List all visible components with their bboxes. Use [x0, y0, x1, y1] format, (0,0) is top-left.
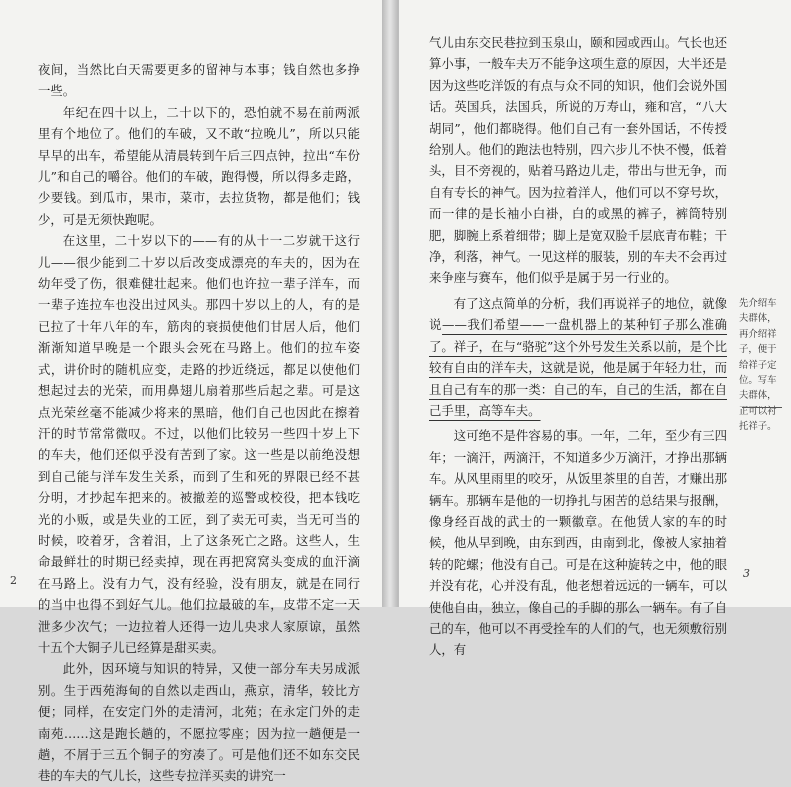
margin-annotation: 先介绍车夫群体，再介绍祥子，便于给祥子定位。写车夫群体，正可以衬托祥子。	[739, 298, 777, 433]
paragraph: 夜间，当然比白天需要更多的留神与本事；钱自然也多挣一些。	[38, 62, 360, 99]
page-number: 3	[743, 567, 750, 580]
left-page-body	[38, 59, 360, 787]
annotated-paragraph	[429, 293, 727, 421]
underlined-passage: ——我们希望——一盘机器上的某种钉子那么准确了。祥子，在与“骆驼”这个外号发生关系以前，是个比较有自由的洋车夫，这就是说，他是属于年轻力壮，而且自己有车的那一类：自己的车，自己的生活，都在自己手里，高等车夫。	[429, 317, 728, 418]
left-page	[0, 0, 383, 784]
right-page-body	[429, 32, 727, 661]
book-gutter	[382, 0, 398, 607]
right-page	[398, 0, 791, 658]
page-number: 2	[10, 574, 17, 587]
paragraph: 年纪在四十以上，二十以下的，恐怕就不易在前两派里有个地位了。他们的车破，又不敢“拉晚儿”，所以只能早早的出车，希望能从清晨转到午后三四点钟，拉出“车份儿”和自己的嚼谷。他们的车破，跑得慢，所以得多走路，少要钱。到瓜市，果市，菜市，去拉货物，都是他们；钱少，可是无须快跑呢。	[38, 104, 360, 227]
paragraph-lead: 有了这点简单的分析，我们再说祥子的地位，就像说	[429, 295, 727, 333]
paragraph: 气儿由东交民巷拉到玉泉山，颐和园或西山。气长也还算小事，一般车夫万不能争这项生意的原因，大半还是因为这些吃洋饭的有点与众不同的知识，他们会说外国话。英国兵，法国兵，所说的万寿山，雍和宫，“八大胡同”，他们都晓得。他们自己有一套外国话，不传授给别人。他们的跑法也特别，四六步儿不快不慢，低着头，目不旁视的，贴着马路边儿走，带出与世无争，而自有专长的神气。因为拉着洋人，他们可以不穿号坎，而一律的是长袖小白褂，白的或黑的裤子，裤筒特别肥，脚腕上系着细带；脚上是宽双脸千层底青布鞋；干净，利落，神气。一见这样的服装，别的车夫不会再过来争座与赛车，他们似乎是属于另一行业的。	[429, 35, 727, 286]
annotation-divider	[742, 407, 782, 408]
paragraph: 在这里，二十岁以下的——有的从十一二岁就干这行儿——很少能到二十岁以后改变成漂亮的车夫的，因为在幼年受了伤，很难健壮起来。他们也许拉一辈子洋车，而一辈子连拉车也没出过风头。那四十岁以上的人，有的是已拉了十年八年的车，筋肉的衰损使他们甘居人后，他们渐渐知道早晚是一个跟头会死在马路上。他们的拉车姿式，讲价时的随机应变，走路的抄近绕远，都足以使他们想起过去的光荣，而用鼻翅儿扇着那些后起之辈。可是这点光荣丝毫不能减少将来的黑暗，他们自己也因此在擦着汗的时节常常微叹。不过，以他们比较另一些四十岁上下的车夫，他们还似乎没有苦到了家。这一些是以前绝没想到自己能与洋车发生关系，而到了生和死的界限已经不甚分明，才抄起车把来的。被撤差的巡警或校役，把本钱吃光的小贩，或是失业的工匠，到了卖无可卖，当无可当的时候，咬着牙，含着泪，上了这条死亡之路。这些人，生命最鲜壮的时期已经卖掉，现在再把窝窝头变成的血汗滴在马路上。没有力气，没有经验，没有朋友，就是在同行的当中也得不到好气儿。他们拉最破的车，皮带不定一天泄多少次气；一边拉着人还得一边儿央求人家原谅，虽然十五个大铜子儿已经算是甜买卖。	[38, 233, 360, 655]
paragraph: 这可绝不是件容易的事。一年，二年，至少有三四年；一滴汗，两滴汗，不知道多少万滴汗，才挣出那辆车。从风里雨里的咬牙，从饭里茶里的自苦，才赚出那辆车。那辆车是他的一切挣扎与困苦的总结果与报酬，像身经百战的武士的一颗徽章。在他赁人家的车的时候，他从早到晚，由东到西，由南到北，像被人家抽着转的陀螺；他没有自己。可是在这种旋转之中，他的眼并没有花，心并没有乱，他老想着远远的一辆车，可以使他自由，独立，像自己的手脚的那么一辆车。有了自己的车，他可以不再受拴车的人们的气，也无须敷衍别人，有	[429, 428, 727, 658]
paragraph: 此外，因环境与知识的特异，又使一部分车夫另成派别。生于西苑海甸的自然以走西山，燕京，清华，较比方便；同样，在安定门外的走清河，北苑；在永定门外的走南苑……这是跑长趟的，不愿拉零座；因为拉一趟便是一趟，不屑于三五个铜子的穷凑了。可是他们还不如东交民巷的车夫的气儿长，这些专拉洋买卖的讲究一	[38, 661, 360, 784]
